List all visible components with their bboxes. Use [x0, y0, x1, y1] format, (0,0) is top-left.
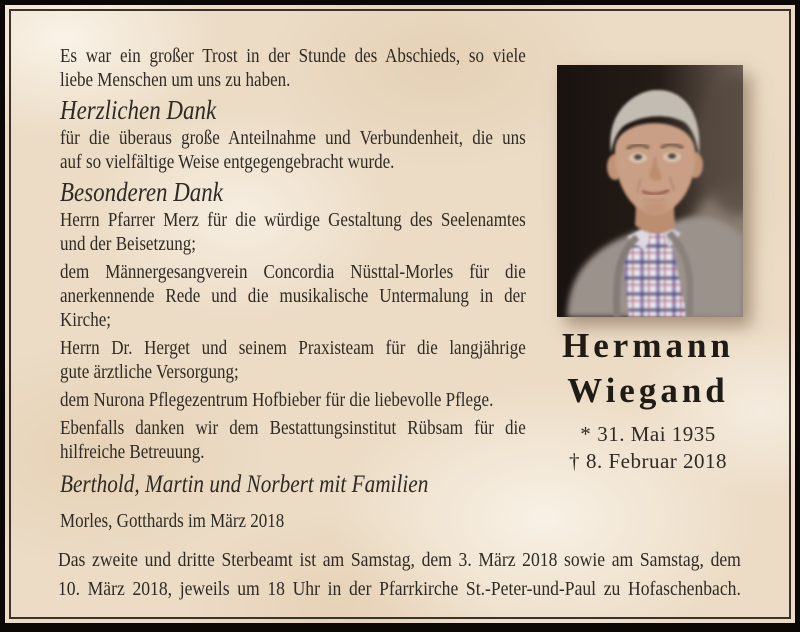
- acknowledgement-paragraph: Ebenfalls danken wir dem Bestattungsinstitut Rübsam für die hilfreiche Betreuung.: [60, 417, 526, 463]
- deceased-name: [531, 323, 765, 413]
- thanks-heading: Herzlichen Dank: [60, 95, 217, 125]
- deceased-last-name: Wiegand: [567, 371, 729, 410]
- portrait-photo: [557, 65, 743, 317]
- acknowledgement-paragraph: dem Nurona Pflegezentrum Hofbieber für die liebevolle Pflege.: [60, 389, 494, 411]
- death-date: 8. Februar 2018: [585, 449, 728, 473]
- deceased-first-name: Hermann: [562, 326, 734, 365]
- birth-date: 31. Mai 1935: [597, 422, 716, 446]
- acknowledgement-paragraph: dem Männergesangverein Concordia Nüsttal-Morles für die anerkennende Rede und die musikalische Untermalung in der Kirche;: [60, 261, 526, 331]
- service-announcement: Das zweite und dritte Sterbeamt ist am Samstag, dem 3. März 2018 sowie am Samstag, dem 10. März 2018, jeweils um 18 Uhr in der Pfarrkirche St.-Peter-und-Paul zu Hofaschenbach.: [58, 549, 741, 600]
- message-column: [60, 44, 526, 533]
- place-date-line: Morles, Gotthards im März 2018: [60, 510, 285, 532]
- born-star-symbol: *: [580, 422, 592, 446]
- intro-paragraph: Es war ein großer Trost in der Stunde des Abschieds, so viele liebe Menschen um uns zu haben.: [60, 45, 526, 91]
- special-thanks-heading: Besonderen Dank: [60, 177, 223, 207]
- death-date-line: [535, 448, 761, 475]
- family-signature: Berthold, Martin und Norbert mit Familien: [60, 471, 429, 498]
- acknowledgement-paragraph: Herrn Pfarrer Merz für die würdige Gestaltung des Seelenamtes und der Beisetzung;: [60, 209, 526, 255]
- thanks-paragraph: für die überaus große Anteilnahme und Verbundenheit, die uns auf so vielfältige Weise entgegengebracht wurde.: [60, 127, 526, 173]
- acknowledgement-paragraph: Herrn Dr. Herget und seinem Praxisteam für die langjährige gute ärztliche Versorgung;: [60, 337, 526, 383]
- portrait-photo-illustration: [557, 65, 743, 317]
- life-dates: [535, 421, 761, 475]
- birth-date-line: [535, 421, 761, 448]
- died-cross-symbol: †: [568, 449, 580, 473]
